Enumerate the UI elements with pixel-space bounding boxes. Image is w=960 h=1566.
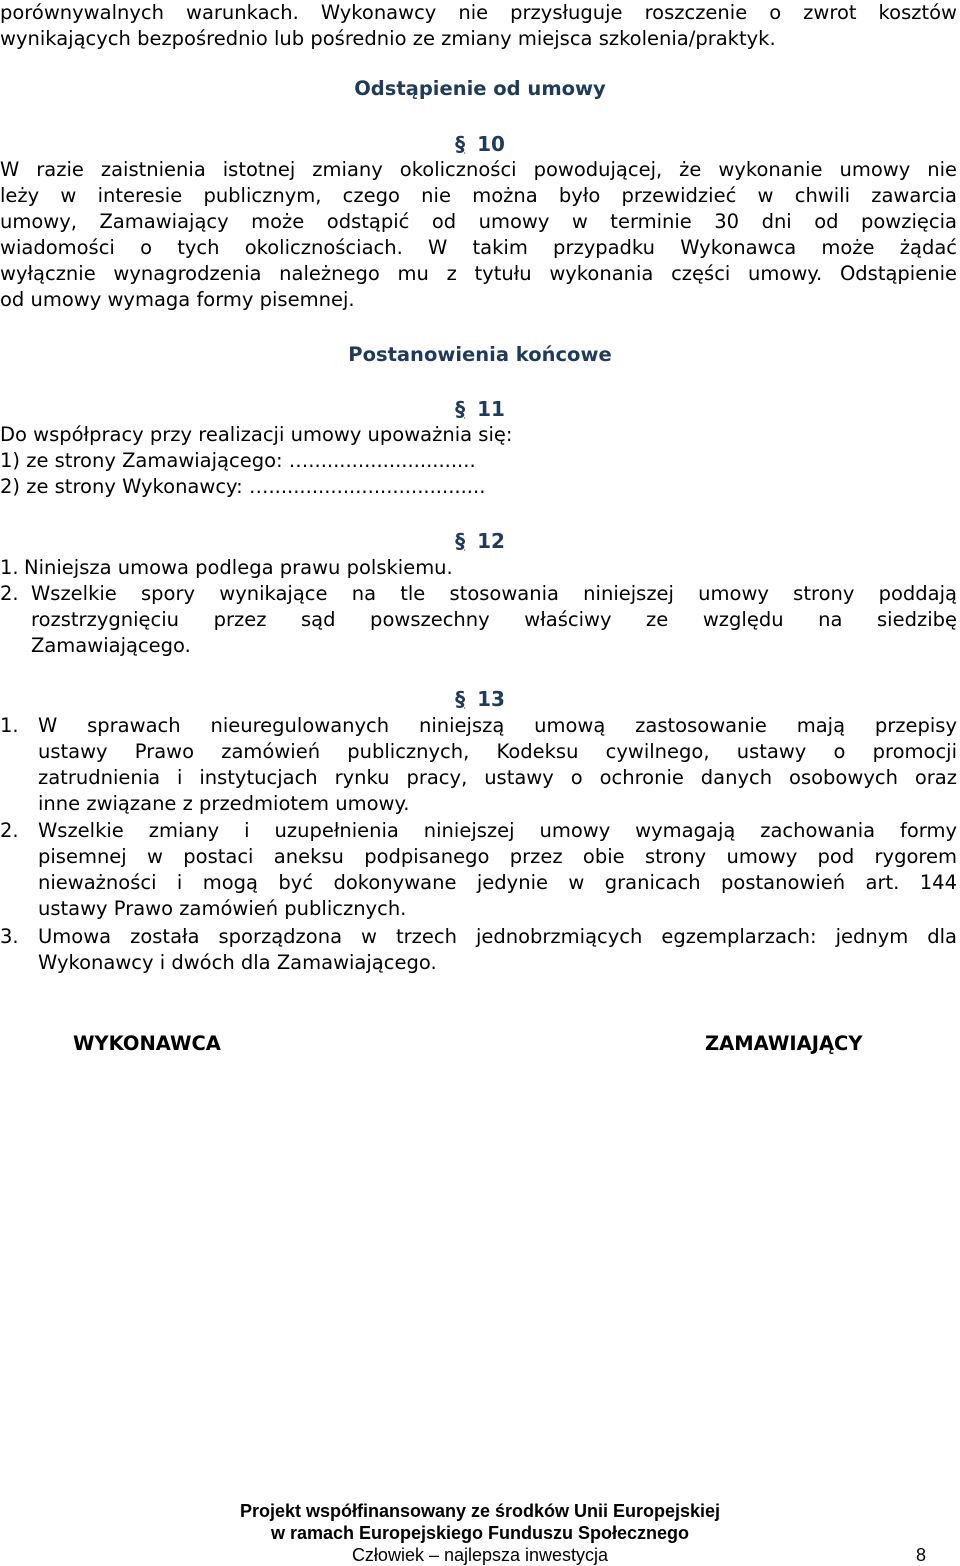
- intro-line-1: porównywalnych warunkach. Wykonawcy nie przysługuje roszczenie o zwrot kosztów: [0, 1, 957, 24]
- paragraph-number: 13: [477, 687, 505, 711]
- p13-item-2-label: 2.: [0, 819, 19, 842]
- paragraph-10-heading: [0, 131, 960, 157]
- p12-item-2-label: 2.: [0, 582, 19, 605]
- p13-item-1-label: 1.: [0, 714, 19, 737]
- p12-item-1-label: 1.: [0, 556, 19, 579]
- signature-label-ordering-party: ZAMAWIAJĄCY: [705, 1032, 863, 1055]
- p13-item-3-label: 3.: [0, 925, 19, 948]
- intro-line-2: wynikających bezpośrednio lub pośrednio ze zmiany miejsca szkolenia/praktyk.: [0, 27, 776, 50]
- p10-line-3: umowy, Zamawiający może odstąpić od umowy w terminie 30 dni od powzięcia: [0, 210, 957, 233]
- footer-line-3: Człowiek – najlepsza inwestycja: [351, 1545, 609, 1565]
- footer-line-1: Projekt współfinansowany ze środków Unii Europejskiej: [239, 1501, 721, 1521]
- footer-line-2: w ramach Europejskiego Funduszu Społecznego: [270, 1523, 690, 1543]
- p13-item-1-line-3: zatrudnienia i instytucjach rynku pracy, ustawy o ochronie danych osobowych oraz: [38, 766, 957, 789]
- paragraph-number: 11: [477, 397, 505, 421]
- section-heading-withdrawal: Odstąpienie od umowy: [354, 77, 606, 100]
- section-sign: §: [455, 529, 466, 553]
- p10-line-2: leży w interesie publicznym, czego nie można było przewidzieć w chwili zawarcia: [0, 184, 957, 207]
- p12-item-2-line-3: Zamawiającego.: [31, 634, 191, 657]
- paragraph-number: 12: [477, 529, 505, 553]
- p11-line-2: 1) ze strony Zamawiającego: …...........................: [0, 449, 476, 472]
- p13-item-1-line-4: inne związane z przedmiotem umowy.: [38, 792, 410, 815]
- paragraph-number: 10: [477, 132, 505, 156]
- p13-item-1-line-1: W sprawach nieuregulowanych niniejszą umową zastosowanie mają przepisy: [38, 714, 957, 737]
- p10-line-6: od umowy wymaga formy pisemnej.: [0, 288, 355, 311]
- p12-item-2-line-2: rozstrzygnięciu przez sąd powszechny właściwy ze względu na siedzibę: [31, 608, 957, 631]
- p13-item-2-line-3: nieważności i mogą być dokonywane jedynie w granicach postanowień art. 144: [38, 871, 957, 894]
- section-sign: §: [455, 397, 466, 421]
- p13-item-1-line-2: ustawy Prawo zamówień publicznych, Kodeksu cywilnego, ustawy o promocji: [38, 740, 957, 763]
- section-sign: §: [455, 687, 466, 711]
- p11-line-1: Do współpracy przy realizacji umowy upoważnia się:: [0, 423, 513, 446]
- p13-item-2-line-2: pisemnej w postaci aneksu podpisanego przez obie strony umowy pod rygorem: [38, 845, 957, 868]
- p13-item-2-line-4: ustawy Prawo zamówień publicznych.: [38, 897, 407, 920]
- p10-line-4: wiadomości o tych okolicznościach. W takim przypadku Wykonawca może żądać: [0, 236, 957, 259]
- p13-item-2-line-1: Wszelkie zmiany i uzupełnienia niniejszej umowy wymagają zachowania formy: [38, 819, 957, 842]
- paragraph-13-heading: [0, 686, 960, 712]
- p12-item-1-line-1: Niniejsza umowa podlega prawu polskiemu.: [24, 556, 453, 579]
- p11-line-3: 2) ze strony Wykonawcy: …...................................: [0, 475, 486, 498]
- p13-item-3-line-1: Umowa została sporządzona w trzech jednobrzmiących egzemplarzach: jednym dla: [38, 925, 957, 948]
- section-sign: §: [455, 132, 466, 156]
- p12-item-2-line-1: Wszelkie spory wynikające na tle stosowania niniejszej umowy strony poddają: [31, 582, 957, 605]
- section-heading-final: Postanowienia końcowe: [348, 343, 612, 366]
- p10-line-1: W razie zaistnienia istotnej zmiany okoliczności powodującej, że wykonanie umowy nie: [0, 158, 957, 181]
- p10-line-5: wyłącznie wynagrodzenia należnego mu z tytułu wykonania części umowy. Odstąpienie: [0, 262, 957, 285]
- paragraph-11-heading: [0, 396, 960, 422]
- signature-label-contractor: WYKONAWCA: [73, 1032, 221, 1055]
- paragraph-12-heading: [0, 528, 960, 554]
- p13-item-3-line-2: Wykonawcy i dwóch dla Zamawiającego.: [38, 951, 437, 974]
- page-number: 8: [915, 1545, 926, 1565]
